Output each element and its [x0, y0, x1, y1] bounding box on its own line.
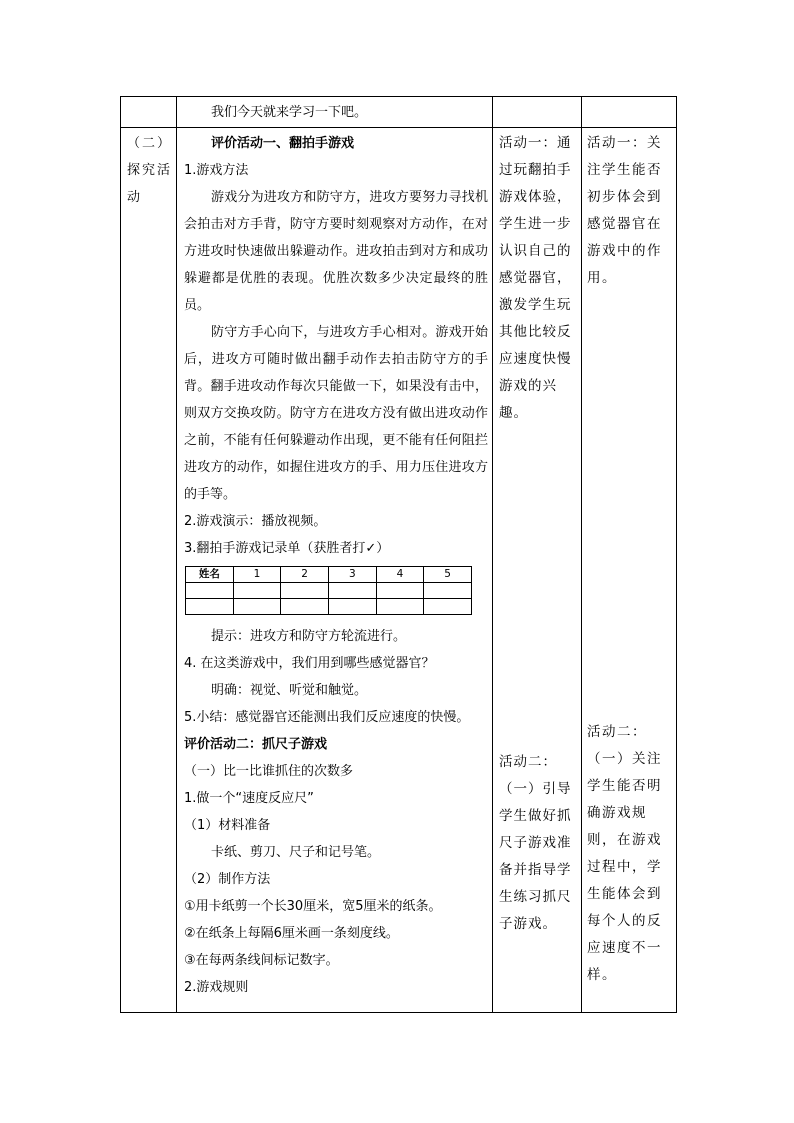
- record-cell: [186, 599, 234, 615]
- record-header-cell: 姓名: [186, 567, 234, 583]
- evaluation-2: 活动二：（一）关注学生能否明确游戏规则，在游戏过程中，学生能体会到每个人的反应速度不一样。: [587, 724, 662, 983]
- record-header-cell: 2: [281, 567, 329, 583]
- question-4: 4. 在这类游戏中，我们用到哪些感觉器官？: [184, 656, 435, 671]
- record-cell: [233, 599, 281, 615]
- hint-line: 提示：进攻方和防守方轮流进行。: [211, 629, 407, 644]
- table-row: [121, 128, 677, 1013]
- table-row: [121, 97, 677, 128]
- record-header-cell: 1: [233, 567, 281, 583]
- record-title: 3.翻拍手游戏记录单（获胜者打✓）: [184, 541, 390, 556]
- record-cell: [376, 599, 424, 615]
- record-cell: [424, 583, 472, 599]
- record-cell: [281, 599, 329, 615]
- record-cell: [328, 583, 376, 599]
- record-cell: [281, 583, 329, 599]
- content-cell: [177, 128, 493, 1013]
- rules-title: 2.游戏规则: [184, 980, 249, 995]
- teacher-activity-cell: [493, 128, 582, 1013]
- table-cell: [493, 97, 582, 128]
- record-header-cell: 4: [376, 567, 424, 583]
- sub-section-1: （一）比一比谁抓住的次数多: [184, 764, 354, 779]
- record-cell: [424, 599, 472, 615]
- record-table: [185, 566, 472, 615]
- step-1: ①用卡纸剪一个长30厘米，宽5厘米的纸条。: [184, 899, 442, 914]
- steps-title: （2）制作方法: [184, 872, 271, 887]
- record-header-cell: 5: [424, 567, 472, 583]
- method-paragraph-1: 游戏分为进攻方和防守方，进攻方要努力寻找机会拍击对方手背，防守方要时刻观察对方动作，在对方进攻时快速做出躲避动作。进攻拍击到对方和成功躲避都是优胜的表现。优胜次数多少决定最终的胜员。: [184, 190, 488, 313]
- record-cell: [328, 599, 376, 615]
- teacher-activity-2: 活动二：（一）引导学生做好抓尺子游戏准备并指导学生练习抓尺子游戏。: [499, 754, 572, 932]
- method-paragraph-2: 防守方手心向下，与进攻方手心相对。游戏开始后，进攻方可随时做出翻手动作去拍击防守方的手背。翻手进攻动作每次只能做一下，如果没有击中，则双方交换攻防。防守方在进攻方没有做出进攻动作之前，不能有任何躲避动作出现，更不能有任何阻拦进攻方的动作，如握住进攻方的手、用力压住进攻方的手等。: [184, 325, 488, 502]
- record-cell: [376, 583, 424, 599]
- method-title: 1.游戏方法: [184, 163, 249, 178]
- record-row: [186, 599, 472, 615]
- evaluation-cell: [582, 128, 677, 1013]
- step-3: ③在每两条线间标记数字。: [184, 953, 339, 968]
- evaluation-1: 活动一：关注学生能否初步体会到感觉器官在游戏中的作用。: [587, 135, 662, 286]
- record-cell: [186, 583, 234, 599]
- answer-line: 明确：视觉、听觉和触觉。: [211, 683, 368, 698]
- table-cell: [121, 97, 177, 128]
- materials-list: 卡纸、剪刀、尺子和记号笔。: [211, 845, 381, 860]
- record-row: [186, 583, 472, 599]
- section-label: （二）探究活动: [127, 136, 173, 205]
- record-header-row: [186, 567, 472, 583]
- record-cell: [233, 583, 281, 599]
- make-ruler-title: 1.做一个“速度反应尺”: [184, 791, 314, 806]
- demo-line: 2.游戏演示：播放视频。: [184, 514, 327, 529]
- activity2-title: 评价活动二：抓尺子游戏: [184, 737, 328, 752]
- table-cell: [582, 97, 677, 128]
- table-cell: [177, 97, 493, 128]
- lesson-plan-table: [120, 96, 677, 1013]
- intro-text: 我们今天就来学习一下吧。: [211, 105, 368, 120]
- section-label-cell: [121, 128, 177, 1013]
- materials-title: （1）材料准备: [184, 818, 271, 833]
- summary-line: 5.小结：感觉器官还能测出我们反应速度的快慢。: [184, 710, 470, 725]
- teacher-activity-1: 活动一：通过玩翻拍手游戏体验，学生进一步认识自己的感觉器官，激发学生玩其他比较反应速度快慢游戏的兴趣。: [499, 135, 572, 421]
- step-2: ②在纸条上每隔6厘米画一条刻度线。: [184, 926, 399, 941]
- record-header-cell: 3: [328, 567, 376, 583]
- activity1-title: 评价活动一、翻拍手游戏: [211, 136, 355, 151]
